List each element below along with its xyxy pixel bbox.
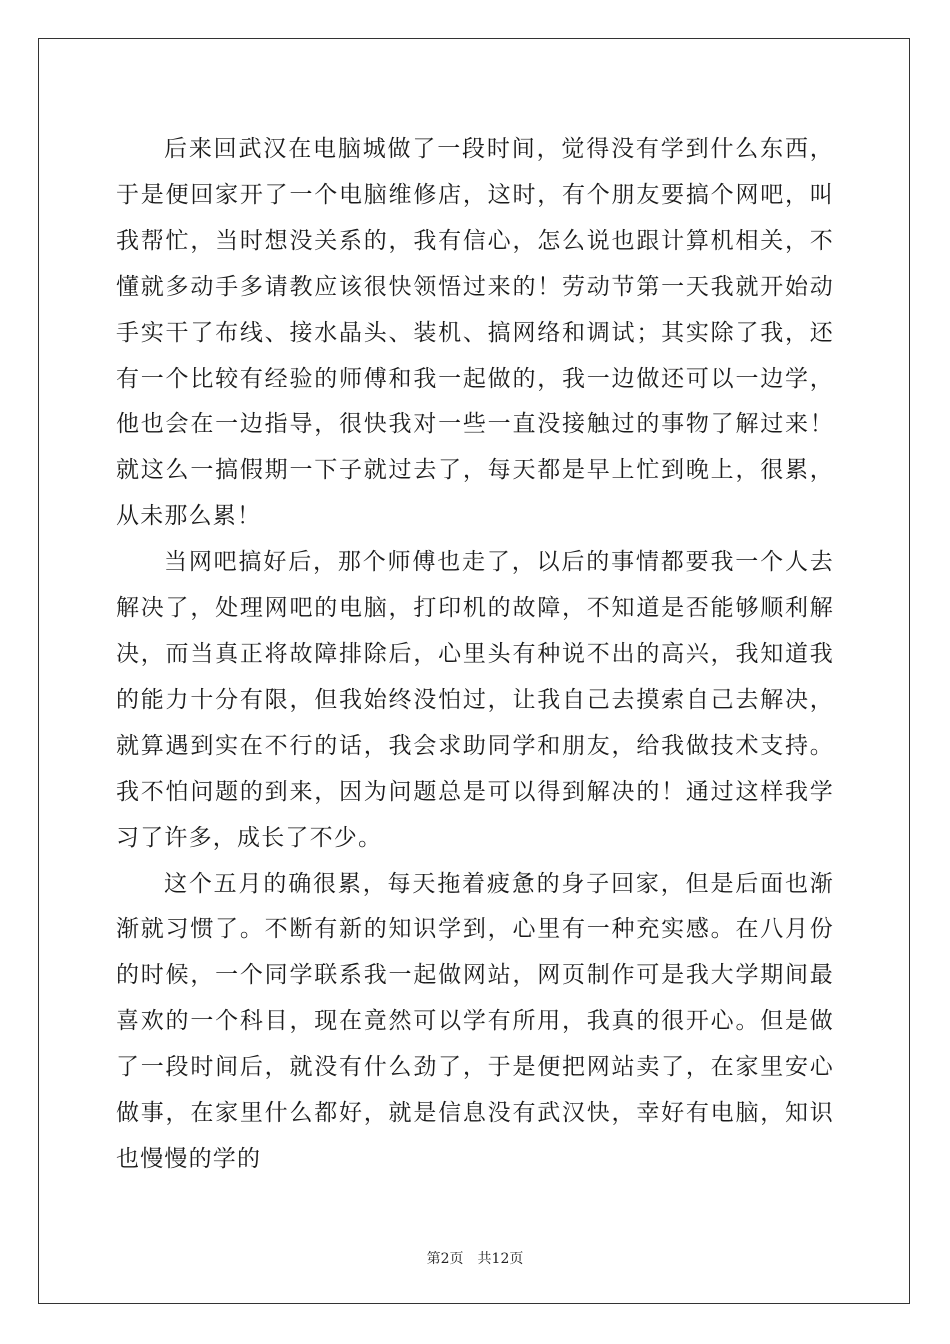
paragraph-3: 这个五月的确很累，每天拖着疲惫的身子回家，但是后面也渐渐就习惯了。不断有新的知识学到，心里有一种充实感。在八月份的时候，一个同学联系我一起做网站，网页制作可是我大学期间最喜欢的一个科目，现在竟然可以学有所用，我真的很开心。但是做了一段时间后，就没有什么劲了，于是便把网站卖了，在家里安心做事，在家里什么都好，就是信息没有武汉快，幸好有电脑，知识也慢慢的学的 bbox=[116, 870, 834, 1172]
page-footer bbox=[0, 1248, 950, 1268]
page-number-total: 共12页 bbox=[477, 1251, 524, 1267]
page-number-current: 第2页 bbox=[426, 1251, 464, 1267]
paragraph-1: 后来回武汉在电脑城做了一段时间，觉得没有学到什么东西，于是便回家开了一个电脑维修店，这时，有个朋友要搞个网吧，叫我帮忙，当时想没关系的，我有信心，怎么说也跟计算机相关，不懂就多动手多请教应该很快领悟过来的！劳动节第一天我就开始动手实干了布线、接水晶头、装机、搞网络和调试；其实除了我，还有一个比较有经验的师傅和我一起做的，我一边做还可以一边学，他也会在一边指导，很快我对一些一直没接触过的事物了解过来！就这么一搞假期一下子就过去了，每天都是早上忙到晚上，很累，从未那么累！ bbox=[116, 136, 834, 530]
paragraph-2: 当网吧搞好后，那个师傅也走了，以后的事情都要我一个人去解决了，处理网吧的电脑，打印机的故障，不知道是否能够顺利解决，而当真正将故障排除后，心里头有种说不出的高兴，我知道我的能力十分有限，但我始终没怕过，让我自己去摸索自己去解决，就算遇到实在不行的话，我会求助同学和朋友，给我做技术支持。我不怕问题的到来，因为问题总是可以得到解决的！通过这样我学习了许多，成长了不少。 bbox=[116, 549, 834, 851]
document-body bbox=[116, 127, 834, 1183]
